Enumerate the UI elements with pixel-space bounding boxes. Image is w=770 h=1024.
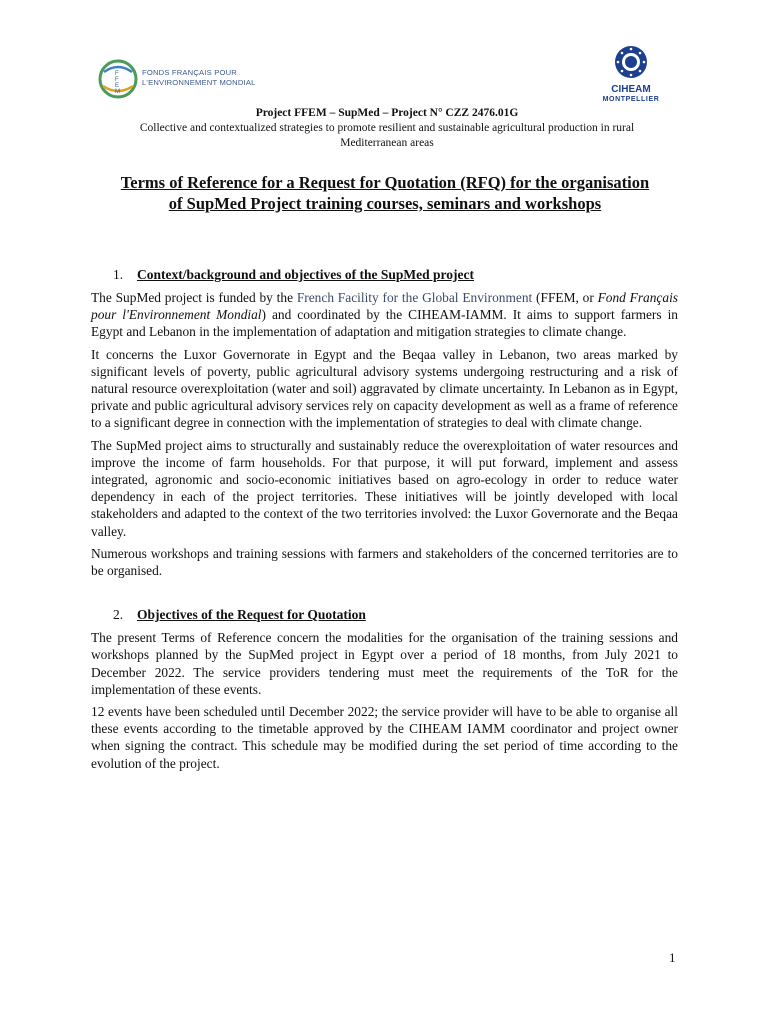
section-heading-text: Objectives of the Request for Quotation [137, 607, 366, 623]
ciheam-stars-icon [611, 44, 651, 80]
section-number: 1. [113, 267, 124, 282]
project-line: Project FFEM – SupMed – Project N° CZZ 2476.01G [255, 107, 519, 119]
ffem-link[interactable]: French Facility for the Global Environment [296, 290, 533, 305]
project-subtitle-line2: Mediterranean areas [340, 137, 434, 149]
svg-text:F: F [115, 71, 119, 77]
section-heading-1 [91, 266, 678, 284]
paragraph: The present Terms of Reference concern the modalities for the organisation of the training sessions and workshops planned by the SupMed project in Egypt over a period of 18 months, from July 2021 to December 2022. The service providers tendering must meet the requirements of the ToR for the implementation of these events. [91, 630, 678, 697]
paragraph-italic: Fond Français pour l'Environnement Mondial [91, 290, 679, 323]
ffem-globe-icon [98, 58, 142, 100]
svg-text:M: M [115, 89, 120, 95]
svg-text:E: E [115, 83, 120, 89]
ciheam-logo [596, 44, 666, 104]
ffem-logo-line1: FONDS FRANÇAIS POUR [142, 68, 237, 77]
paragraph [91, 289, 678, 341]
section-heading-text: Context/background and objectives of the SupMed project [137, 267, 475, 282]
paragraph: It concerns the Luxor Governorate in Egypt and the Beqaa valley in Lebanon, two areas marked by significant levels of poverty, public agricultural advisory systems undergoing restructuring and a risk of natural resource overexploitation (water and soil) aggravated by climate uncertainty. In Lebanon as in Egypt, private and public agricultural advisory services rely on capacity development as well as a frame of reference to a significant degree in connection with the implementation of strategies to deal with climate change. [91, 346, 678, 431]
paragraph: 12 events have been scheduled until December 2022; the service provider will have to be able to organise all these events according to the timetable approved by the CIHEAM IAMM coordinator and project owner when signing the contract. This schedule may be modified during the set period of time according to the evolution of the project. [91, 704, 678, 771]
section-heading-2 [91, 606, 678, 624]
ffem-logo [98, 58, 288, 100]
page-number: 1 [669, 950, 676, 965]
ciheam-brand: CIHEAM [611, 84, 651, 95]
title-line2: of SupMed Project training courses, seminars and workshops [168, 194, 602, 213]
paragraph-text: The SupMed project is funded by the [91, 290, 297, 305]
svg-text:F: F [115, 77, 119, 83]
section-number: 2. [113, 607, 124, 623]
document-body [91, 266, 678, 777]
document-title [88, 172, 682, 214]
ffem-logo-line2: L'ENVIRONNEMENT MONDIAL [142, 78, 256, 87]
paragraph: The SupMed project aims to structurally and sustainably reduce the overexploitation of water resources and improve the income of farm households. For that purpose, it will put forward, implement and assess integrated, agronomic and socio-economic initiatives based on agro-ecology in order to reduce water dependency in each of the project territories. These initiatives will be jointly developed with local stakeholders and adapted to the context of the two territories involved: the Luxor Governorate and the Beqaa valley. [91, 437, 678, 539]
project-subtitle-line1: Collective and contextualized strategies to promote resilient and sustainable agricultural production in rural [139, 122, 635, 134]
title-line1: Terms of Reference for a Request for Quotation (RFQ) for the organisation [120, 173, 650, 192]
paragraph-text: (FFEM, or [532, 290, 598, 305]
ciheam-city: MONTPELLIER [602, 96, 660, 103]
paragraph: Numerous workshops and training sessions with farmers and stakeholders of the concerned territories are to be organised. [91, 545, 678, 579]
project-header [96, 106, 678, 151]
paragraph-text: ) and coordinated by the CIHEAM-IAMM. It aims to support farmers in Egypt and Lebanon in the implementation of adaptation and mitigation strategies to climate change. [91, 307, 678, 340]
